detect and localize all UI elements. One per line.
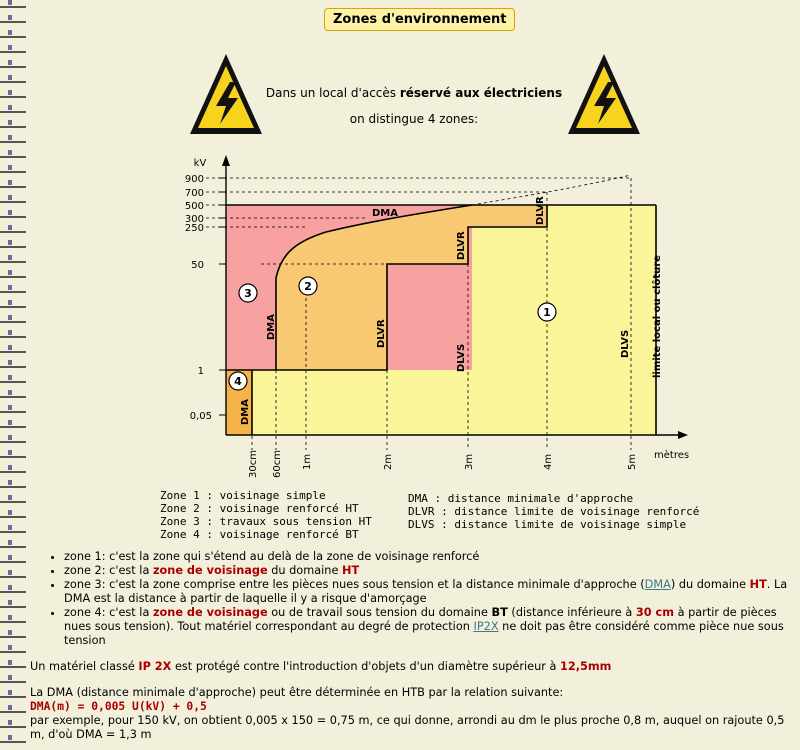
dma-paragraph (30, 686, 800, 742)
bullet-zone3: • zone 3: c'est la zone comprise entre les pièces nues sous tension et la distance minimale d'approche (DMA) du domaine HT. La DMA est la distance à partir de laquelle il y a risque d'amorçage (64, 578, 800, 606)
x-tick-60cm: 60cm (272, 450, 283, 478)
bullet-zone4: • zone 4: c'est la zone de voisinage ou de travail sous tension du domaine BT (distance inférieure à 30 cm à partir de pièces nues sous tension). Tout matériel correspondant au degré de protection IP2X ne doit pas être considéré comme pièce nue sous tension (64, 606, 800, 648)
zones-legend-item: Zone 1 : voisinage simple (160, 489, 326, 502)
y-tick-1: 1 (197, 366, 204, 377)
y-unit-label: kV (193, 158, 207, 169)
dma-example: par exemple, pour 150 kV, on obtient 0,005 x 150 = 0,75 m, ce qui donne, arrondi au dm le plus proche 0,8 m, auquel on rajoute 0,5 m, d'où DMA = 1,3 m (30, 714, 785, 741)
x-tick-3m: 3m (464, 453, 475, 470)
y-tick-900: 900 (184, 174, 204, 185)
dma-link[interactable]: DMA (644, 578, 671, 591)
ip2x-link[interactable]: IP2X (473, 620, 499, 633)
x-tick-4m: 4m (543, 453, 554, 470)
zones-legend-item: Zone 4 : voisinage renforcé BT (160, 528, 359, 541)
zone-marker-4: 4 (234, 375, 242, 388)
zones-legend-item: Zone 3 : travaux sous tension HT (160, 515, 372, 528)
zones-legend (160, 489, 372, 541)
label-dma-mid: DMA (266, 314, 277, 340)
x-tick-5m: 5m (627, 453, 638, 470)
x-tick-2m: 2m (383, 453, 394, 470)
zone-marker-2: 2 (304, 280, 312, 293)
high-voltage-warning-icon-right (564, 50, 644, 140)
zone-marker-3: 3 (244, 287, 252, 300)
zones-diagram (150, 150, 710, 480)
y-tick-300: 300 (184, 214, 204, 225)
abbr-legend-item: DMA : distance minimale d'approche (408, 492, 634, 505)
ip-paragraph: Un matériel classé IP 2X est protégé contre l'introduction d'objets d'un diamètre supérieur à 12,5mm (30, 660, 612, 673)
label-dlvs-5m: DLVS (620, 329, 631, 358)
label-dlvr-4m: DLVR (535, 196, 546, 225)
x-tick-1m: 1m (302, 453, 313, 470)
zone-marker-1: 1 (543, 306, 551, 319)
bullet-zone2: • zone 2: c'est la zone de voisinage du domaine HT (64, 564, 800, 578)
abbr-legend-item: DLVR : distance limite de voisinage renforcé (408, 505, 700, 518)
intro-line1-bold: réservé aux électriciens (399, 86, 563, 100)
notebook-spiral-binding (0, 0, 26, 750)
dma-formula: DMA(m) = 0,005 U(kV) + 0,5 (30, 700, 207, 713)
label-dlvr-3m: DLVR (456, 231, 467, 260)
intro-line1-prefix: Dans un local d'accès (265, 86, 400, 100)
high-voltage-warning-icon-left (186, 50, 266, 140)
y-tick-50: 50 (191, 260, 204, 271)
intro-line2: on distingue 4 zones: (349, 112, 479, 126)
label-dlvs-3m: DLVS (456, 343, 467, 372)
abbreviations-legend (408, 492, 699, 531)
label-limit: limite local ou clôture (652, 255, 663, 378)
abbr-legend-item: DLVS : distance limite de voisinage simple (408, 518, 687, 531)
x-tick-30cm: 30cm (248, 450, 259, 478)
y-tick-700: 700 (184, 188, 204, 199)
x-unit-label: mètres (654, 450, 690, 461)
page-content (26, 0, 800, 750)
y-tick-0-05: 0,05 (189, 411, 212, 422)
label-dlvr-2m: DLVR (376, 319, 387, 348)
bullet-zone1: • zone 1: c'est la zone qui s'étend au delà de la zone de voisinage renforcé (64, 550, 800, 564)
y-tick-500: 500 (184, 201, 204, 212)
label-dma-small: DMA (240, 399, 251, 425)
zones-legend-item: Zone 2 : voisinage renforcé HT (160, 502, 359, 515)
y-tick-250: 250 (184, 223, 204, 234)
page-title: Zones d'environnement (324, 8, 515, 31)
intro-text (264, 80, 564, 132)
dma-intro: La DMA (distance minimale d'approche) peut être déterminée en HTB par la relation suivante: (30, 686, 564, 699)
curve-label-dma: DMA (372, 208, 398, 219)
zones-bullet-list (46, 550, 800, 648)
